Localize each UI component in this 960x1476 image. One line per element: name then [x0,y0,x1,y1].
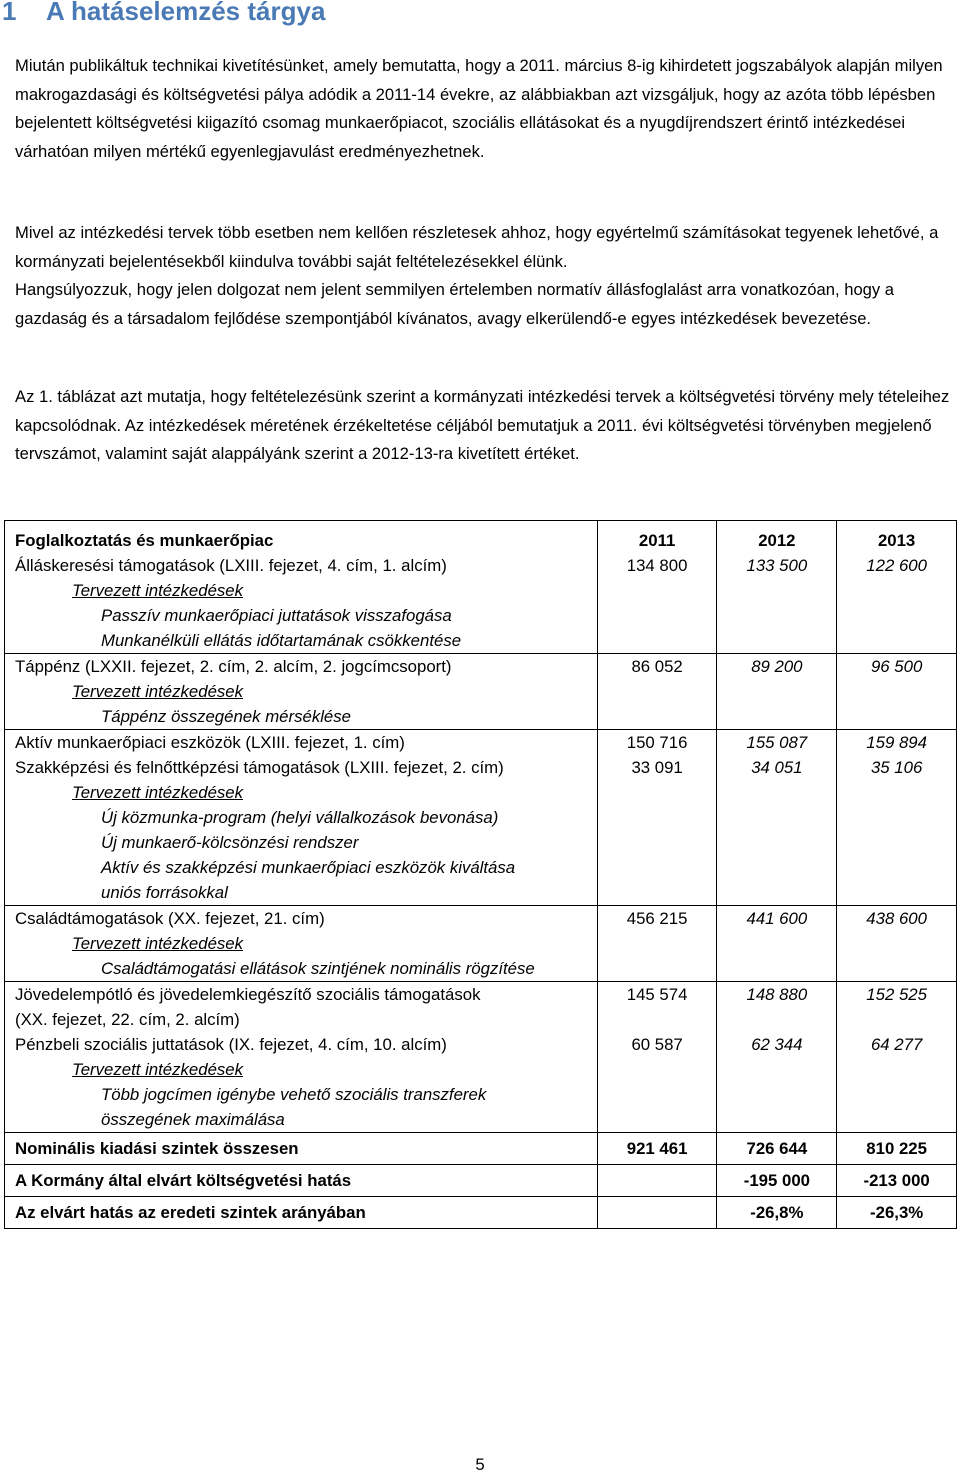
value-cell-2011 [597,521,717,654]
label-cell [5,654,598,730]
value-2012: 155 087 [746,733,808,752]
measure-item: Táppénz összegének mérséklése [101,707,351,726]
assumption-paragraph [15,219,950,276]
value-cell-2012 [717,730,837,906]
label-cell [5,521,598,654]
label-cell [5,906,598,982]
section-number: 1 [2,0,17,26]
total-2013: 810 225 [837,1133,957,1165]
impact-2012: -195 000 [717,1165,837,1197]
value-2013: 152 525 [866,985,927,1004]
measure-item: Passzív munkaerőpiaci juttatások visszafogása [101,606,452,625]
intro-paragraph [15,52,950,167]
total-2012: 726 644 [717,1133,837,1165]
table-row-group-1 [5,521,957,654]
table-row-expected-impact [5,1165,957,1197]
value-cell-2012 [717,982,837,1133]
table-row-group-4 [5,906,957,982]
value-2011: 33 091 [631,758,683,777]
paragraph-text: Hangsúlyozzuk, hogy jelen dolgozat nem jelent semmilyen értelemben normatív állásfoglalást arra vonatkozóan, hogy a gazdaság és a társadalom fejlődése szempontjából kívánatos, avagy elkerülendő-e egyes intézkedések bevezetése. [15,280,895,328]
value-cell-2013 [837,521,957,654]
year-header-2011: 2011 [638,531,676,550]
paragraph-text: Az 1. táblázat azt mutatja, hogy feltételezésünk szerint a kormányzati intézkedési tervek a költségvetési törvény mely tételeihez kapcsolódnak. Az intézkedések méretének érzékeltetése céljából bemutatjuk a 2011. évi költségvetési törvényben megjelenő tervszámot, valamint saját alappályánk szerint a 2012-13-ra kivetített értéket. [15,387,950,464]
value-cell-2013 [837,982,957,1133]
measure-item: Új munkaerő-kölcsönzési rendszer [101,833,359,852]
measure-item: uniós forrásokkal [101,883,228,902]
value-2011: 60 587 [631,1035,683,1054]
impact-2011 [597,1165,717,1197]
budget-table [4,520,957,1229]
planned-measures-label: Tervezett intézkedések [72,581,244,600]
value-2013: 96 500 [870,657,923,676]
measure-item: Új közmunka-program (helyi vállalkozások bevonása) [101,808,499,827]
table-row-total [5,1133,957,1165]
measure-item: Több jogcímen igénybe vehető szociális transzferek [101,1085,487,1104]
table-row-group-2 [5,654,957,730]
item-label: Családtámogatások (XX. fejezet, 21. cím) [15,909,325,928]
table-row-group-5 [5,982,957,1133]
page-number: 5 [475,1455,485,1474]
value-2013: 64 277 [870,1035,923,1054]
table-intro-paragraph [15,383,950,469]
value-2011: 456 215 [626,909,688,928]
value-2011: 150 716 [626,733,688,752]
value-2011: 134 800 [626,556,688,575]
value-2011: 86 052 [631,657,683,676]
planned-measures-label: Tervezett intézkedések [72,1060,244,1079]
value-cell-2012 [717,906,837,982]
planned-measures-label: Tervezett intézkedések [72,682,244,701]
value-2012: 441 600 [746,909,808,928]
item-label: Álláskeresési támogatások (LXIII. fejezet, 4. cím, 1. alcím) [15,556,447,575]
ratio-label: Az elvárt hatás az eredeti szintek arányában [5,1197,598,1229]
label-cell [5,730,598,906]
value-2013: 438 600 [866,909,927,928]
measure-item: Családtámogatási ellátások szintjének nominális rögzítése [101,959,535,978]
impact-2013: -213 000 [837,1165,957,1197]
total-2011: 921 461 [597,1133,717,1165]
impact-label: A Kormány által elvárt költségvetési hatás [5,1165,598,1197]
section-title: A hatáselemzés tárgya [46,0,326,26]
value-2012: 62 344 [751,1035,803,1054]
year-header-2012: 2012 [758,531,796,550]
measure-item: Munkanélküli ellátás időtartamának csökkentése [101,631,462,650]
item-label: Pénzbeli szociális juttatások (IX. fejezet, 4. cím, 10. alcím) [15,1035,447,1054]
value-2012: 148 880 [746,985,808,1004]
item-label: Aktív munkaerőpiaci eszközök (LXIII. fejezet, 1. cím) [15,733,405,752]
value-cell-2011 [597,730,717,906]
value-cell-2013 [837,654,957,730]
value-cell-2012 [717,521,837,654]
value-cell-2011 [597,982,717,1133]
value-2012: 34 051 [751,758,803,777]
paragraph-text: Miután publikáltuk technikai kivetítésünket, amely bemutatta, hogy a 2011. március 8-ig kihirdetett jogszabályok alapján milyen makrogazdasági és költségvetési pálya adódik a 2011-14 évekre, az alábbiakban azt vizsgáljuk, hogy az azóta több lépésben bejelentett költségvetési kiigazító csomag munkaerőpiacot, szociális ellátásokat és a nyugdíjrendszert érintő intézkedései várhatóan milyen mértékű egyenlegjavulást eredményezhetnek. [15,56,943,162]
value-2013: 35 106 [870,758,923,777]
planned-measures-label: Tervezett intézkedések [72,783,244,802]
total-label: Nominális kiadási szintek összesen [5,1133,598,1165]
planned-measures-label: Tervezett intézkedések [72,934,244,953]
section-heading [0,0,325,27]
value-2011: 145 574 [626,985,688,1004]
table-row-impact-ratio [5,1197,957,1229]
value-2013: 122 600 [866,556,927,575]
measure-item: Aktív és szakképzési munkaerőpiaci eszközök kiváltása [101,858,516,877]
ratio-2013: -26,3% [837,1197,957,1229]
ratio-2011 [597,1197,717,1229]
measure-item: összegének maximálása [101,1110,285,1129]
table-row-group-3 [5,730,957,906]
value-cell-2012 [717,654,837,730]
item-label-continued: (XX. fejezet, 22. cím, 2. alcím) [15,1010,240,1029]
year-header-2013: 2013 [877,531,916,550]
table-header-label: Foglalkoztatás és munkaerőpiac [15,531,274,550]
value-cell-2011 [597,906,717,982]
item-label: Táppénz (LXXII. fejezet, 2. cím, 2. alcím, 2. jogcímcsoport) [15,657,452,676]
value-2013: 159 894 [866,733,927,752]
value-cell-2013 [837,906,957,982]
value-cell-2013 [837,730,957,906]
item-label: Jövedelempótló és jövedelemkiegészítő szociális támogatások [15,985,481,1004]
item-label: Szakképzési és felnőttképzési támogatások (LXIII. fejezet, 2. cím) [15,758,504,777]
paragraph-text: Mivel az intézkedési tervek több esetben nem kellően részletesek ahhoz, hogy egyértelmű számításokat tegyenek lehetővé, a kormányzati bejelentésekből kiindulva további saját feltételezésekkel élünk. [15,223,939,271]
label-cell [5,982,598,1133]
value-2012: 133 500 [746,556,808,575]
value-cell-2011 [597,654,717,730]
ratio-2012: -26,8% [717,1197,837,1229]
value-2012: 89 200 [751,657,803,676]
disclaimer-paragraph [15,276,950,333]
